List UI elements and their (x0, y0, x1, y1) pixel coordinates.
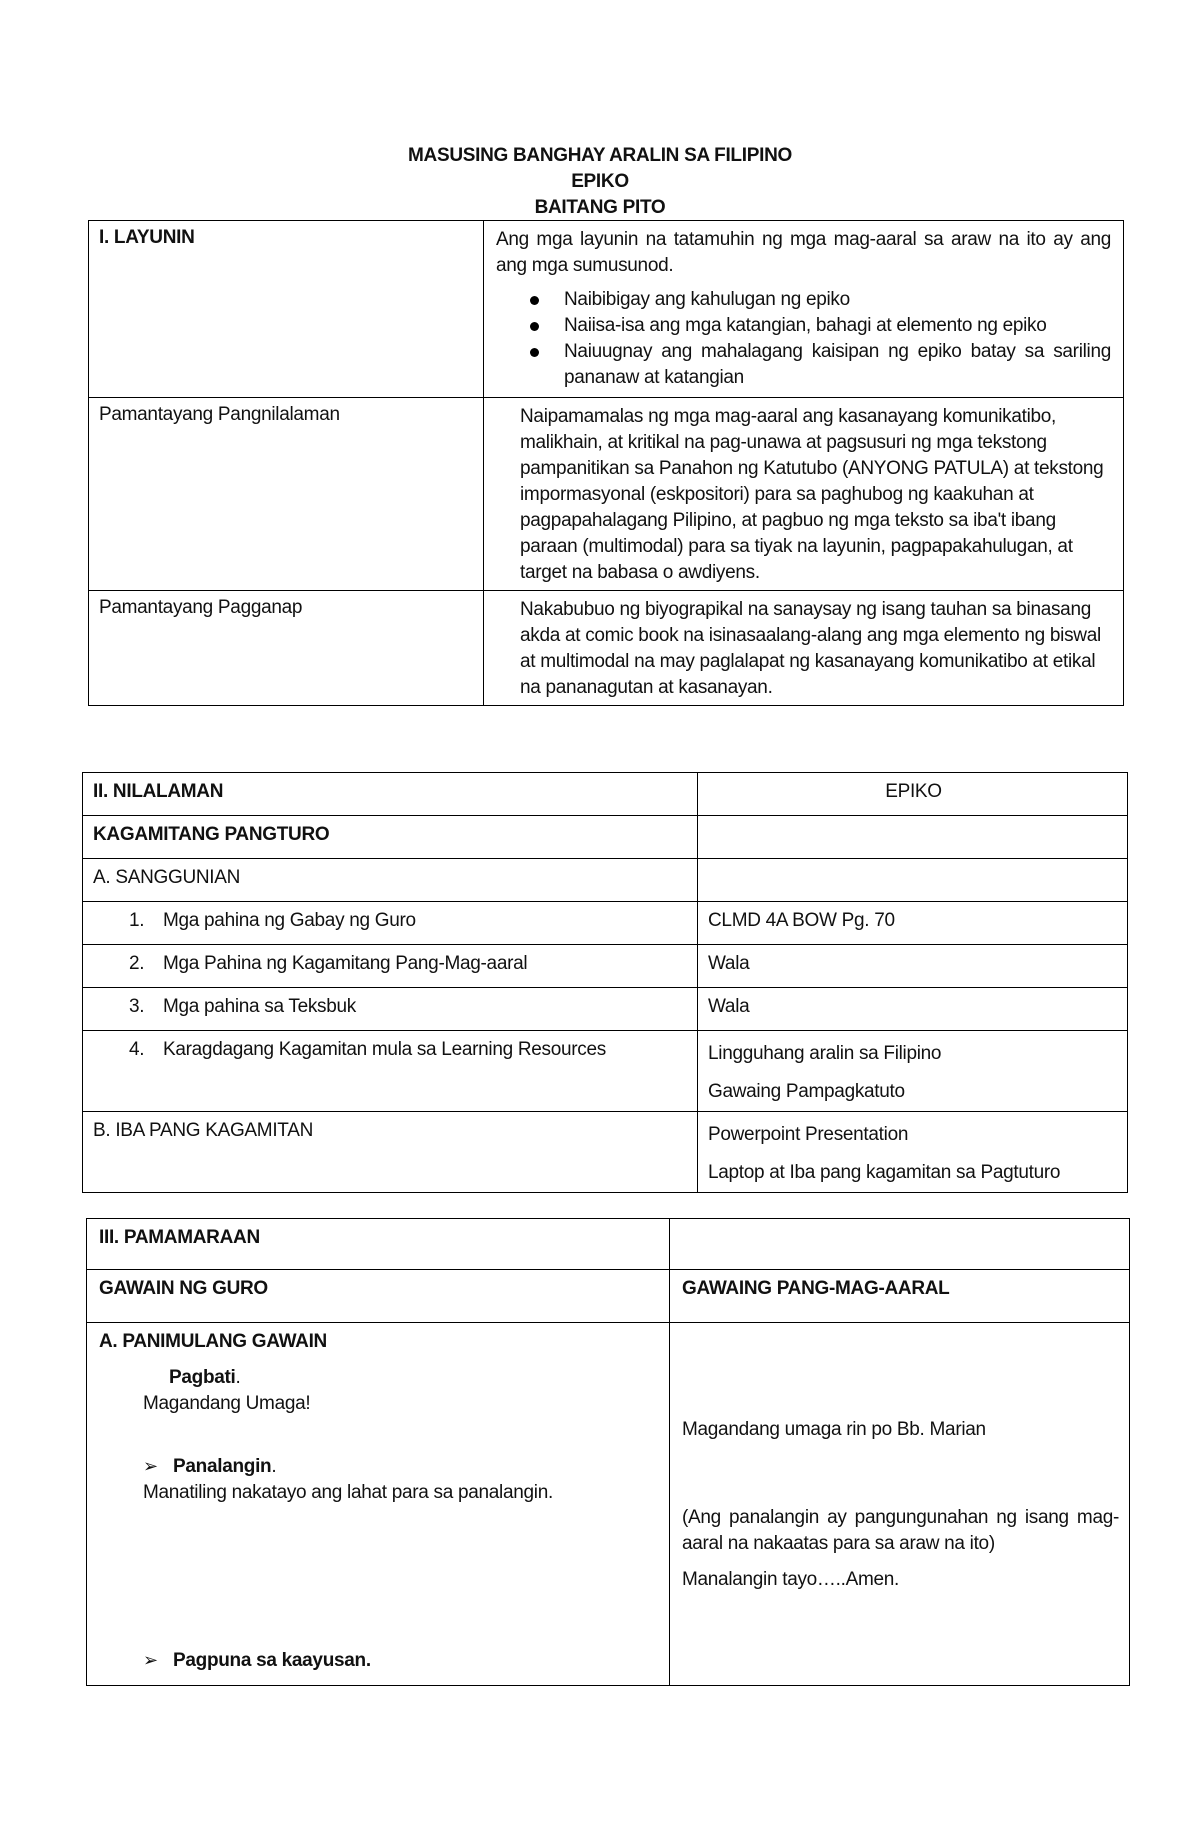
item-number: 4. (129, 1039, 145, 1060)
item-label: Mga pahina ng Gabay ng Guro (163, 910, 416, 931)
panalangin-heading: ➢ Panalangin. (99, 1453, 659, 1480)
guro-activities (87, 1323, 670, 1686)
panalangin-text: Manatiling nakatayo ang lahat para sa panalangin. (143, 1482, 553, 1503)
pagpuna-label: Pagpuna sa kaayusan. (173, 1650, 371, 1671)
item-label: Mga pahina sa Teksbuk (163, 996, 356, 1017)
table-row (83, 988, 1128, 1031)
iba-value (698, 1112, 1128, 1193)
sanggunian-value (698, 859, 1128, 902)
pamamaraan-label: III. PAMAMARAAN (87, 1219, 670, 1270)
pagpuna-heading (143, 1647, 371, 1674)
layunin-intro: Ang mga layunin na tatamuhin ng mga mag-aaral sa araw na ito ay ang ang mga sumusunod. (496, 229, 1111, 276)
list-item: Naiisa-isa ang mga katangian, bahagi at elemento ng epiko (564, 313, 1111, 339)
table-row (83, 859, 1128, 902)
document-title: MASUSING BANGHAY ARALIN SA FILIPINO (408, 145, 792, 166)
layunin-content (484, 221, 1124, 398)
item-number: 3. (129, 996, 145, 1017)
item-number: 1. (129, 910, 145, 931)
nilalaman-label: II. NILALAMAN (83, 773, 698, 816)
document-header (0, 143, 1200, 221)
item-value (698, 1031, 1128, 1112)
document-grade: BAITANG PITO (534, 197, 666, 218)
item-number: 2. (129, 953, 145, 974)
table-row (83, 1031, 1128, 1112)
document-subject: EPIKO (571, 171, 629, 192)
pamamaraan-empty (670, 1219, 1130, 1270)
pangnilalaman-row (89, 398, 1124, 591)
arrow-icon: ➢ (143, 1650, 158, 1670)
table-row (83, 902, 1128, 945)
table-row (87, 1270, 1130, 1323)
arrow-icon: ➢ (143, 1456, 158, 1476)
sanggunian-item (83, 902, 698, 945)
iba-label: B. IBA PANG KAGAMITAN (83, 1112, 698, 1193)
layunin-list (496, 287, 1111, 391)
item-value-line: Gawaing Pampagkatuto (708, 1081, 905, 1102)
table-row (87, 1323, 1130, 1686)
list-item: Naiuugnay ang mahalagang kaisipan ng epiko batay sa sariling pananaw at katangian (564, 339, 1111, 391)
sanggunian-label: A. SANGGUNIAN (83, 859, 698, 902)
layunin-label: I. LAYUNIN (89, 221, 484, 398)
item-value-line: Powerpoint Presentation (708, 1124, 909, 1145)
pagganap-row (89, 591, 1124, 706)
sanggunian-item (83, 988, 698, 1031)
pagbati-text: Magandang Umaga! (143, 1393, 311, 1414)
sanggunian-item (83, 945, 698, 988)
table-row (83, 773, 1128, 816)
nilalaman-table (82, 772, 1128, 1193)
item-label: Karagdagang Kagamitan mula sa Learning Resources (163, 1039, 606, 1060)
table-row (83, 816, 1128, 859)
aaral-panalangin: (Ang panalangin ay pangungunahan ng isang mag-aaral na nakaatas para sa araw na ito) (682, 1507, 1119, 1554)
item-value-line: Lingguhang aralin sa Filipino (708, 1043, 942, 1064)
panimula-label: A. PANIMULANG GAWAIN (99, 1331, 327, 1352)
pangnilalaman-text: Naipamamalas ng mga mag-aaral ang kasanayang komunikatibo, malikhain, at kritikal na pag-unawa at pagsusuri ng mga tekstong pampanitikan sa Panahon ng Katutubo (ANYONG PATULA) at tekstong impormasyonal (eskpositori) para sa paghubog ng kaakuhan at pagpapahalagang Pilipino, at pagbuo ng mga teksto sa iba't ibang paraan (multimodal) para sa tiyak na layunin, pagpapakahulugan, at target na babasa o awdiyens. (484, 398, 1124, 591)
aaral-activities (670, 1323, 1130, 1686)
guro-header: GAWAIN NG GURO (87, 1270, 670, 1323)
item-value: CLMD 4A BOW Pg. 70 (698, 902, 1128, 945)
nilalaman-value: EPIKO (698, 773, 1128, 816)
aaral-pagbati: Magandang umaga rin po Bb. Marian (682, 1419, 986, 1440)
table-row (83, 945, 1128, 988)
item-value: Wala (698, 988, 1128, 1031)
list-item: Naibibigay ang kahulugan ng epiko (564, 287, 1111, 313)
kagamitan-label: KAGAMITANG PANGTURO (83, 816, 698, 859)
sanggunian-item (83, 1031, 698, 1112)
pamamaraan-table (86, 1218, 1130, 1686)
aaral-header: GAWAING PANG-MAG-AARAL (670, 1270, 1130, 1323)
layunin-row (89, 221, 1124, 398)
pagganap-label: Pamantayang Pagganap (89, 591, 484, 706)
kagamitan-value (698, 816, 1128, 859)
pagganap-text: Nakabubuo ng biyograpikal na sanaysay ng isang tauhan sa binasang akda at comic book na isinasaalang-alang ang mga elemento ng biswal at multimodal na may paglalapat ng kasanayang komunikatibo at etikal na pananagutan at kasanayan. (484, 591, 1124, 706)
pagbati-label: Pagbati (169, 1367, 236, 1388)
layunin-table (88, 220, 1124, 706)
table-row (83, 1112, 1128, 1193)
aaral-amen: Manalangin tayo…..Amen. (682, 1569, 899, 1590)
item-value-line: Laptop at Iba pang kagamitan sa Pagtuturo (708, 1162, 1061, 1183)
item-label: Mga Pahina ng Kagamitang Pang-Mag-aaral (163, 953, 528, 974)
panalangin-label: Panalangin (173, 1456, 272, 1477)
table-row (87, 1219, 1130, 1270)
pangnilalaman-label: Pamantayang Pangnilalaman (89, 398, 484, 591)
pagbati-heading: Pagbati. (169, 1367, 241, 1388)
item-value: Wala (698, 945, 1128, 988)
